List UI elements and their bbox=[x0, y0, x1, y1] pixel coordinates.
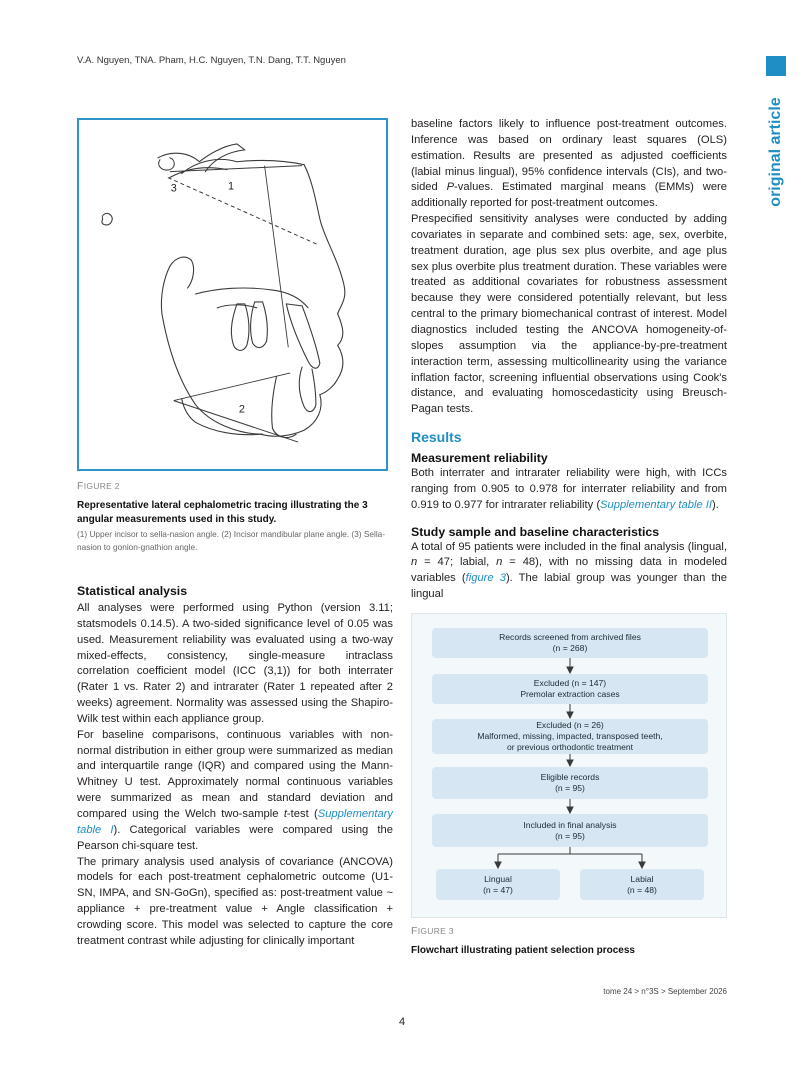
flow-node-labial-line-1: Labial bbox=[630, 873, 654, 884]
right-column-text bbox=[411, 117, 727, 603]
results-heading: Results bbox=[411, 429, 462, 446]
right-p1-p-italic: P bbox=[446, 181, 455, 194]
flow-node-excluded-extraction-line-2: Premolar extraction cases bbox=[520, 689, 620, 699]
study-sample-heading: Study sample and baseline characteristics bbox=[411, 524, 660, 539]
sample-text-b: = 47; labial, bbox=[417, 556, 497, 569]
ancova-paragraph-continued bbox=[411, 117, 727, 212]
left-column-text bbox=[77, 583, 393, 950]
right-p1-text-b: -values. Estimated marginal means (EMMs) were additionally reported for post-treatment outcomes. bbox=[411, 181, 727, 210]
flow-node-screened-line-1: Records screened from archived files bbox=[499, 632, 641, 642]
flow-node-eligible bbox=[432, 767, 708, 799]
figure-3-label-cap: F bbox=[411, 925, 418, 937]
figure-2-image bbox=[77, 118, 388, 471]
sample-text-c: = 48), with no missing data in modeled variables ( bbox=[411, 556, 728, 585]
figure-3-title: Flowchart illustrating patient selection process bbox=[411, 944, 635, 956]
side-section-tag-text: original article bbox=[767, 97, 784, 207]
study-sample-paragraph bbox=[411, 540, 727, 603]
cephalometric-tracing-drawing bbox=[79, 120, 386, 469]
figure-2-title: Representative lateral cephalometric tracing illustrating the 3 angular measurements used in this study. bbox=[77, 499, 368, 525]
flow-node-excluded-extraction bbox=[432, 674, 708, 704]
flow-node-eligible-line-2: (n = 95) bbox=[555, 783, 585, 793]
sample-text-d: ). The labial group was younger than the lingual bbox=[411, 572, 727, 601]
flow-node-labial bbox=[580, 869, 704, 900]
figure-3-flowchart bbox=[411, 613, 727, 918]
sensitivity-analyses-paragraph: Prespecified sensitivity analyses were conducted by adding covariates in separate and combined sets: age, sex, overbite, treatment duration, age plus sex plus overbite, and age plus sex plus overbite plus treatment duration. These variables were treated as additional covariates for robustness assessment because they were considered potentially relevant, but less central to the primary biomechanical contrast of interest. Model diagnostics included testing the ANCOVA homogeneity-of-slopes assumption via the appliance-by-pre-treatment interaction term, assessing multicollinearity using the variance inflation factor, screening influential observations using Cook's distance, and evaluating homoscedasticity using Breusch-Pagan tests. bbox=[411, 213, 727, 416]
sample-text-a: A total of 95 patients were included in the final analysis (lingual, bbox=[411, 540, 727, 553]
page-number: 4 bbox=[398, 1016, 406, 1028]
stat-p2-text-c: ). Categorical variables were compared using the Pearson chi-square test. bbox=[77, 823, 393, 852]
figure-2-caption bbox=[77, 479, 393, 554]
stat-p2-text-b: -test ( bbox=[286, 807, 318, 820]
running-header-authors: V.A. Nguyen, TNA. Pham, H.C. Nguyen, T.N. Dang, T.T. Nguyen bbox=[77, 55, 346, 66]
flow-node-excluded-malformed-line-2: Malformed, missing, impacted, transposed teeth, bbox=[477, 731, 663, 741]
figure-2-label-cap: F bbox=[77, 480, 84, 492]
flow-node-labial-line-2: (n = 48) bbox=[627, 884, 657, 895]
supplementary-table-1-link[interactable]: Supplementary table I bbox=[77, 807, 393, 836]
reliability-text-a: Both interrater and intrarater reliability were high, with ICCs ranging from 0.905 to 0.978 for interrater reliability and from 0.919 to 0.977 for intrarater reliability ( bbox=[411, 467, 727, 511]
figure-3-label bbox=[411, 924, 727, 940]
flow-node-lingual bbox=[436, 869, 560, 900]
figure-2-label-rest: IGURE 2 bbox=[83, 481, 120, 491]
statistical-analysis-heading: Statistical analysis bbox=[77, 584, 188, 598]
angle-marker-2: 2 bbox=[238, 403, 245, 416]
flow-node-excluded-malformed-line-3: or previous orthodontic treatment bbox=[506, 742, 634, 752]
flow-node-lingual-line-2: (n = 47) bbox=[483, 884, 513, 895]
flow-node-lingual-line-1: Lingual bbox=[484, 873, 512, 884]
flow-node-included-line-1: Included in final analysis bbox=[523, 819, 617, 830]
statistical-analysis-paragraph-2 bbox=[77, 728, 393, 855]
angle-marker-1: 1 bbox=[228, 180, 235, 193]
figure-3-label-rest: IGURE 3 bbox=[417, 926, 454, 936]
supplementary-table-2-link[interactable]: Supplementary table II bbox=[600, 498, 712, 511]
issue-info: tome 24 > n°3S > September 2026 bbox=[603, 987, 727, 996]
figure-2-notes: (1) Upper incisor to sella-nasion angle. (2) Incisor mandibular plane angle. (3) Sella-nasion to gonion-gnathion angle. bbox=[77, 528, 386, 552]
flow-node-included bbox=[432, 814, 708, 847]
flow-node-screened bbox=[432, 628, 708, 658]
flow-node-excluded-malformed-line-1: Excluded (n = 26) bbox=[536, 720, 604, 730]
side-accent-square bbox=[766, 56, 786, 76]
flow-node-excluded-extraction-line-1: Excluded (n = 147) bbox=[533, 678, 607, 688]
figure-3-caption bbox=[411, 924, 727, 958]
stat-p2-t-italic: t bbox=[283, 807, 287, 820]
measurement-reliability-paragraph bbox=[411, 466, 727, 514]
flow-node-screened-line-2: (n = 268) bbox=[552, 643, 588, 653]
figure-3-link[interactable]: figure 3 bbox=[465, 572, 506, 585]
flow-node-included-line-2: (n = 95) bbox=[555, 830, 585, 841]
figure-2-label bbox=[77, 479, 393, 495]
stat-p2-text-a: For baseline comparisons, continuous variables with non-normal distribution in either group were summarized as median and interquartile range (IQR) and compared using the Mann-Whitney U test. Approximately normal continuous variables were summarized as mean and standard deviation and compared using the Welch two-sample bbox=[77, 728, 393, 820]
measurement-reliability-heading: Measurement reliability bbox=[411, 451, 548, 466]
flow-node-eligible-line-1: Eligible records bbox=[540, 772, 600, 782]
flow-node-excluded-malformed bbox=[432, 719, 708, 754]
statistical-analysis-paragraph-1: All analyses were performed using Python (version 3.11; statsmodels 0.14.5). A two-sided significance level of 0.05 was used. Measurement reliability was evaluated using a two-way mixed-effects, consistency, single-measure intraclass correlation coefficient model (ICC (3,1)) for both interrater (Rater 1 vs. Rater 2) and intrarater (Rater 1 repeated after 2 weeks) agreement. Normality was assessed using the Shapiro-Wilk test within each appliance group. bbox=[77, 602, 393, 725]
angle-marker-3: 3 bbox=[170, 182, 177, 195]
right-p1-text-a: baseline factors likely to influence post-treatment outcomes. Inference was based on ordinary least squares (OLS) estimation. Results are presented as adjusted coefficients (labial minus lingual), 95% confidence intervals (CIs), and two-sided bbox=[411, 118, 727, 194]
statistical-analysis-paragraph-3: The primary analysis used analysis of covariance (ANCOVA) models for each post-treatment cephalometric outcome (U1-SN, IMPA, and SN-GoGn), specified as: post-treatment value ~ appliance + pre-treatment value + Angle classification + crowding score. This model was selected to capture the core treatment contrast while adjusting for clinically important bbox=[77, 855, 393, 947]
reliability-text-b: ). bbox=[712, 498, 719, 511]
side-section-tag bbox=[764, 92, 788, 212]
sample-n-italic-1: n bbox=[411, 556, 418, 569]
sample-n-italic-2: n bbox=[496, 556, 503, 569]
